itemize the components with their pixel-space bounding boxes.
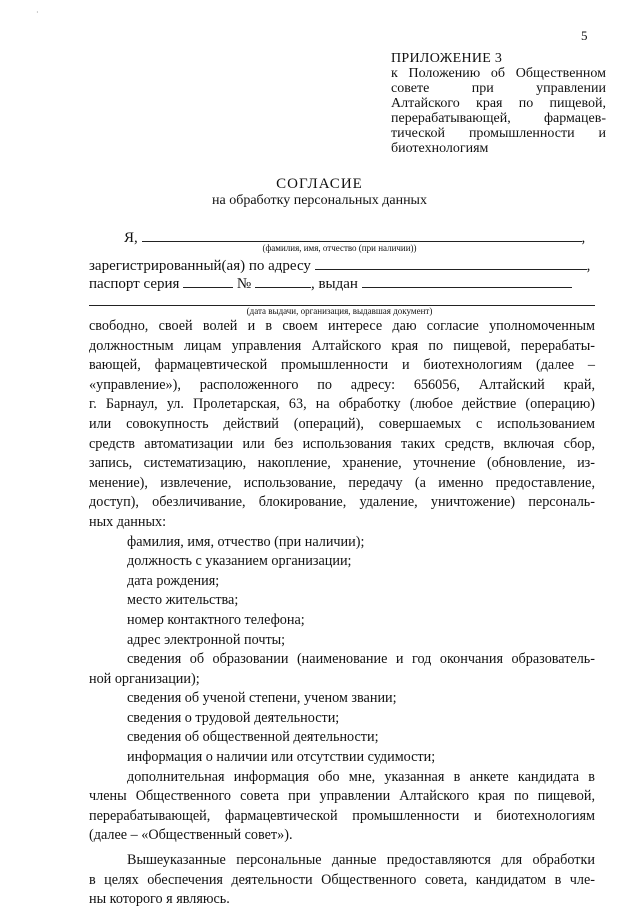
list-item: сведения об образовании (наименование и год окончания образователь- (127, 651, 595, 668)
list-item: дополнительная информация обо мне, указанная в анкете кандидата в (127, 768, 595, 785)
intro-line: «управление»), расположенного по адресу: 656056, Алтайский край, (89, 376, 595, 393)
appendix-line: перерабатывающей, фармацев- (391, 111, 606, 126)
list-item: фамилия, имя, отчество (при наличии); (127, 533, 365, 550)
passport-label: паспорт серия (89, 276, 180, 292)
intro-line: доступ), обезличивание, блокирование, удаление, уничтожение) персональ- (89, 494, 595, 511)
consent-body (89, 317, 595, 910)
registered-label: зарегистрированный(ая) по адресу (89, 258, 311, 274)
name-field[interactable] (142, 226, 582, 242)
issued-label: , выдан (310, 276, 358, 292)
passport-number-field[interactable] (255, 272, 311, 288)
personal-data-list (89, 533, 595, 847)
issued-by-field[interactable] (362, 272, 572, 288)
intro-line: запись, систематизацию, накопление, хранение, уточнение (обновление, из- (89, 455, 595, 472)
list-item: перерабатывающей, фармацевтической промышленности и биотехнологиям (89, 807, 595, 824)
appendix-line: биотехнологиям (391, 141, 489, 156)
list-item: дата рождения; (127, 572, 220, 589)
intro-line: должностным лицам управления Алтайского края по пищевой, перерабаты- (89, 337, 595, 354)
form-line-address: зарегистрированный(ая) по адресу , (89, 254, 590, 275)
appendix-block (391, 51, 606, 156)
list-item: место жительства; (127, 592, 239, 609)
appendix-line: Алтайского края по пищевой, (391, 96, 606, 111)
closing-line: ны которого я являюсь. (89, 891, 230, 908)
intro-line: ных данных: (89, 513, 167, 530)
i-label: Я, (124, 230, 138, 246)
scan-mark: · (36, 8, 39, 17)
closing-line: Вышеуказанные персональные данные предоставляются для обработки (127, 852, 595, 869)
page-number: 5 (581, 28, 588, 43)
passport-series-field[interactable] (183, 272, 233, 288)
intro-line: г. Барнаул, ул. Пролетарская, 63, на обработку (любое действие (операцию) (89, 396, 595, 413)
list-item: сведения об общественной деятельности; (127, 729, 379, 746)
appendix-title: ПРИЛОЖЕНИЕ 3 (391, 51, 503, 66)
list-item: сведения об ученой степени, ученом звании; (127, 690, 397, 707)
list-item: информация о наличии или отсутствии судимости; (127, 749, 436, 766)
list-item: должность с указанием организации; (127, 553, 352, 570)
document-subtitle: на обработку персональных данных (212, 193, 427, 208)
intro-line: или совокупность действий (операций), совершаемых с использованием (89, 415, 595, 432)
intro-line: средств автоматизации или без использования таких средств, включая сбор, (89, 435, 595, 452)
list-item: сведения о трудовой деятельности; (127, 709, 340, 726)
appendix-line: совете при управлении (391, 81, 606, 96)
list-item: (далее – «Общественный совет»). (89, 827, 293, 844)
document-title: СОГЛАСИЕ (276, 176, 363, 192)
closing-line: в целях обеспечения деятельности Общественного совета, кандидатом в чле- (89, 871, 595, 888)
list-item: адрес электронной почты; (127, 631, 286, 648)
list-item: члены Общественного совета при управлении Алтайского края по пищевой, (89, 788, 595, 805)
intro-line: вающей, фармацевтической промышленности и биотехнологиям (далее – (89, 357, 595, 374)
form-line-name: Я, , (124, 226, 585, 247)
issue-caption: (дата выдачи, организация, выдавшая документ) (246, 306, 433, 316)
list-item: ной организации); (89, 670, 200, 687)
number-label: № (236, 276, 252, 292)
intro-line: свободно, своей волей и в своем интересе даю согласие уполномоченным (89, 318, 595, 334)
name-caption: (фамилия, имя, отчество (при наличии)) (262, 243, 417, 253)
list-item: номер контактного телефона; (127, 611, 305, 628)
issue-details-field[interactable] (89, 290, 595, 306)
intro-line: менение), извлечение, использование, передачу (а именно предоставление, (89, 474, 595, 491)
address-field[interactable] (315, 254, 587, 270)
appendix-line: тической промышленности и (391, 126, 606, 141)
appendix-line: к Положению об Общественном (391, 66, 606, 81)
